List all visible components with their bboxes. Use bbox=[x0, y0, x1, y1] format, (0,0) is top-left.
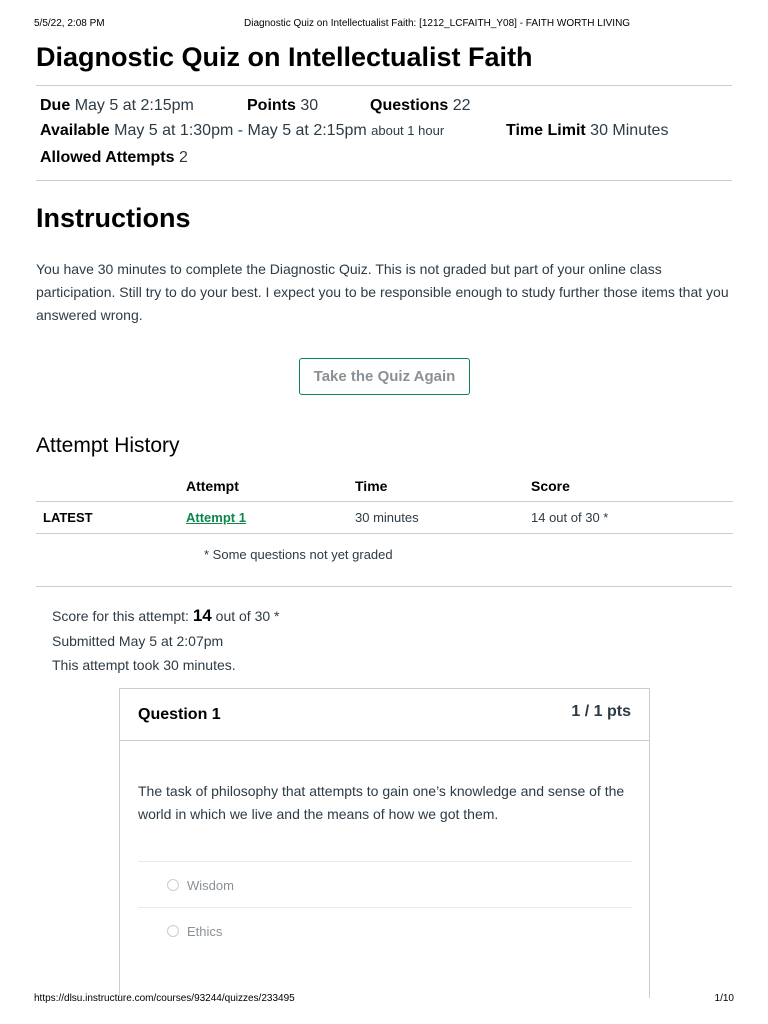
latest-label: LATEST bbox=[36, 502, 186, 534]
score-prefix: Score for this attempt: bbox=[52, 608, 189, 624]
table-header-row bbox=[36, 470, 733, 502]
points-value: 30 bbox=[300, 97, 319, 114]
answer-label: Ethics bbox=[187, 924, 223, 939]
due-value: May 5 at 2:15pm bbox=[74, 97, 194, 114]
allowed-attempts-detail bbox=[40, 149, 188, 167]
available-label: Available bbox=[40, 122, 110, 139]
details-divider bbox=[36, 180, 732, 181]
allowed-attempts-value: 2 bbox=[178, 149, 188, 166]
print-title: Diagnostic Quiz on Intellectualist Faith: [1212_LCFAITH_Y08] - FAITH WORTH LIVING bbox=[244, 18, 631, 29]
instructions-title: Instructions bbox=[36, 203, 191, 233]
questions-detail bbox=[370, 97, 470, 115]
time-limit-detail bbox=[506, 122, 668, 140]
attempt-cell bbox=[186, 502, 355, 534]
print-date: 5/5/22, 2:08 PM bbox=[34, 18, 105, 29]
column-header-attempt: Attempt bbox=[186, 470, 355, 502]
question-card bbox=[119, 688, 650, 998]
available-value: May 5 at 1:30pm - May 5 at 2:15pm bbox=[114, 122, 367, 139]
radio-button[interactable] bbox=[167, 879, 179, 891]
print-header bbox=[34, 18, 734, 32]
column-header-time: Time bbox=[355, 470, 531, 502]
attempt-history-title: Attempt History bbox=[36, 434, 180, 457]
time-cell: 30 minutes bbox=[355, 502, 531, 534]
attempt-history-table bbox=[36, 470, 733, 534]
due-detail bbox=[40, 97, 194, 115]
not-graded-note: * Some questions not yet graded bbox=[204, 547, 393, 562]
page-title: Diagnostic Quiz on Intellectualist Faith bbox=[36, 42, 533, 72]
score-cell: 14 out of 30 * bbox=[531, 502, 733, 534]
available-detail bbox=[40, 122, 444, 140]
due-label: Due bbox=[40, 97, 71, 114]
time-limit-value: 30 Minutes bbox=[590, 122, 669, 139]
print-footer bbox=[34, 993, 734, 1007]
submitted-time: Submitted May 5 at 2:07pm bbox=[52, 633, 224, 649]
questions-value: 22 bbox=[452, 97, 471, 114]
time-limit-label: Time Limit bbox=[506, 122, 586, 139]
question-title: Question 1 bbox=[138, 706, 221, 723]
instructions-body: You have 30 minutes to complete the Diagnostic Quiz. This is not graded but part of your online class participation. Still try to do your best. I expect you to be responsible enough to study further those items that you answered wrong. bbox=[36, 261, 729, 323]
radio-button[interactable] bbox=[167, 925, 179, 937]
attempt-score bbox=[52, 606, 279, 626]
attempt-1-link[interactable]: Attempt 1 bbox=[186, 510, 246, 525]
print-url: https://dlsu.instructure.com/courses/93244/quizzes/233495 bbox=[34, 993, 295, 1004]
history-divider bbox=[36, 586, 732, 587]
questions-label: Questions bbox=[370, 97, 449, 114]
allowed-attempts-label: Allowed Attempts bbox=[40, 149, 175, 166]
question-text: The task of philosophy that attempts to gain one’s knowledge and sense of the world in which we live and the means of how we got them. bbox=[138, 783, 625, 822]
column-header-score: Score bbox=[531, 470, 733, 502]
table-row bbox=[36, 502, 733, 534]
attempt-duration: This attempt took 30 minutes. bbox=[52, 657, 236, 673]
take-quiz-again-button[interactable]: Take the Quiz Again bbox=[299, 358, 470, 395]
points-label: Points bbox=[247, 97, 296, 114]
answer-option bbox=[138, 907, 632, 954]
score-suffix: out of 30 * bbox=[215, 608, 280, 624]
answer-label: Wisdom bbox=[187, 878, 234, 893]
column-header-blank bbox=[36, 470, 186, 502]
answer-option bbox=[138, 861, 632, 908]
points-detail bbox=[247, 97, 318, 115]
page-number: 1/10 bbox=[714, 993, 734, 1004]
available-duration: about 1 hour bbox=[371, 123, 445, 138]
question-header bbox=[120, 689, 649, 741]
title-divider bbox=[36, 85, 732, 86]
question-points: 1 / 1 pts bbox=[571, 703, 631, 720]
score-value: 14 bbox=[192, 606, 212, 625]
